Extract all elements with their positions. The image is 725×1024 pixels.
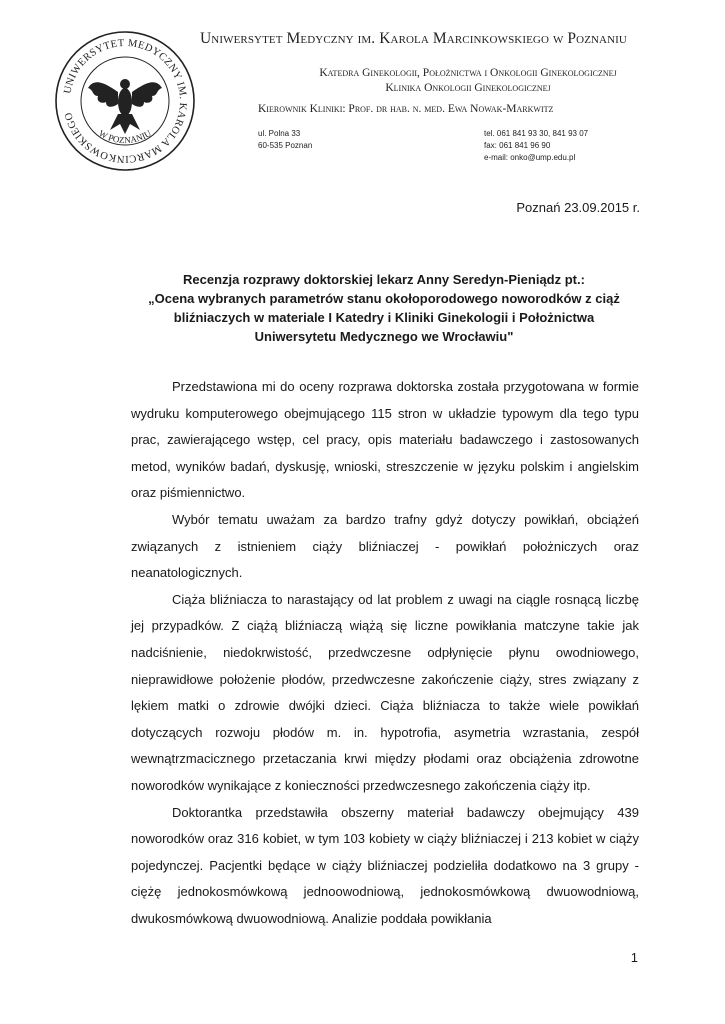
- university-name: Uniwersytet Medyczny im. Karola Marcinkowskiego w Poznaniu: [200, 30, 627, 47]
- fax: fax: 061 841 96 90: [484, 141, 551, 150]
- phone: tel. 061 841 93 30, 841 93 07: [484, 129, 589, 138]
- contact-info: [484, 128, 588, 164]
- address-city: 60-535 Poznan: [258, 141, 313, 150]
- postal-address: [258, 128, 312, 152]
- review-body: [131, 374, 639, 932]
- department-name: Katedra Ginekologii, Położnictwa i Onkologii Ginekologicznej: [319, 67, 617, 79]
- paragraph: Przedstawiona mi do oceny rozprawa doktorska została przygotowana w formie wydruku komputerowego obejmującego 115 stron w układzie typowym dla tego typu prac, zawierającego wstęp, cel pracy, opis materiału badawczego i zastosowanych metod, wyników badań, dyskusję, wnioski, streszczenie w języku polskim i angielskim oraz piśmiennictwo.: [131, 379, 639, 501]
- address-street: ul. Polna 33: [258, 129, 301, 138]
- title-line: Recenzja rozprawy doktorskiej lekarz Anny Seredyn-Pieniądz pt.:: [183, 272, 585, 287]
- title-line: Uniwersytetu Medycznego we Wrocławiu": [254, 329, 514, 344]
- paragraph: Wybór tematu uważam za bardzo trafny gdyż dotyczy powikłań, obciążeń związanych z istnieniem ciąży bliźniaczej - powikłań położniczych oraz neanatologicznych.: [131, 511, 639, 581]
- university-seal: [54, 30, 196, 172]
- page-number: 1: [630, 950, 638, 965]
- paragraph: Ciąża bliźniacza to narastający od lat problem z uwagi na ciągle rosnącą liczbę jej przypadków. Z ciążą bliźniaczą wiążą się liczne powikłania matczyne takie jak nadciśnienie, niedokrwistość, przedwczesne odpłynięcie płynu owodniowego, nieprawidłowe położenie płodów, przedwczesne zakończenie ciąży, stres związany z lękiem matki o zdrowie dwójki dzieci. Ciąża bliźniacza to także wiele powikłań dotyczących rozwoju płodów m. in. hypotrofia, asymetria wzrastania, zespół wewnątrzmacicznego przetaczania krwi między płodami oraz obciążenia zdrowotne noworodków wynikające z konieczności przedwczesnego zakończenia ciąży itp.: [131, 591, 639, 793]
- clinic-name: Klinika Onkologii Ginekologicznej: [385, 82, 551, 94]
- eagle-icon: [88, 79, 162, 134]
- document-date: Poznań 23.09.2015 r.: [516, 200, 640, 215]
- title-line: bliźniaczych w materiale I Katedry i Kliniki Ginekologii i Położnictwa: [173, 310, 595, 325]
- seal-bottom-text: W POZNANIU: [97, 128, 153, 146]
- head-of-clinic: Kierownik Kliniki: Prof. dr hab. n. med. Ewa Nowak-Markwitz: [258, 103, 554, 115]
- seal-ring-text: UNIWERSYTET MEDYCZNY IM. KAROLA MARCINKOWSKIEGO: [62, 37, 189, 165]
- email: e-mail: onko@ump.edu.pl: [484, 153, 576, 162]
- review-title: [128, 270, 640, 346]
- paragraph: Doktorantka przedstawiła obszerny materiał badawczy obejmujący 439 noworodków oraz 316 kobiet, w tym 103 kobiety w ciąży bliźniaczej i 213 kobiet w ciąży pojedynczej. Pacjentki będące w ciąży bliźniaczej podzieliła dodatkowo na 3 grupy - ciężę jednokosmówkową jednoowodniową, jednokosmówkową dwuowodniową, dwukosmówkową dwuowodniową. Analizie poddała powikłania: [131, 804, 639, 926]
- title-line: „Ocena wybranych parametrów stanu okołoporodowego noworodków z ciąż: [148, 291, 620, 306]
